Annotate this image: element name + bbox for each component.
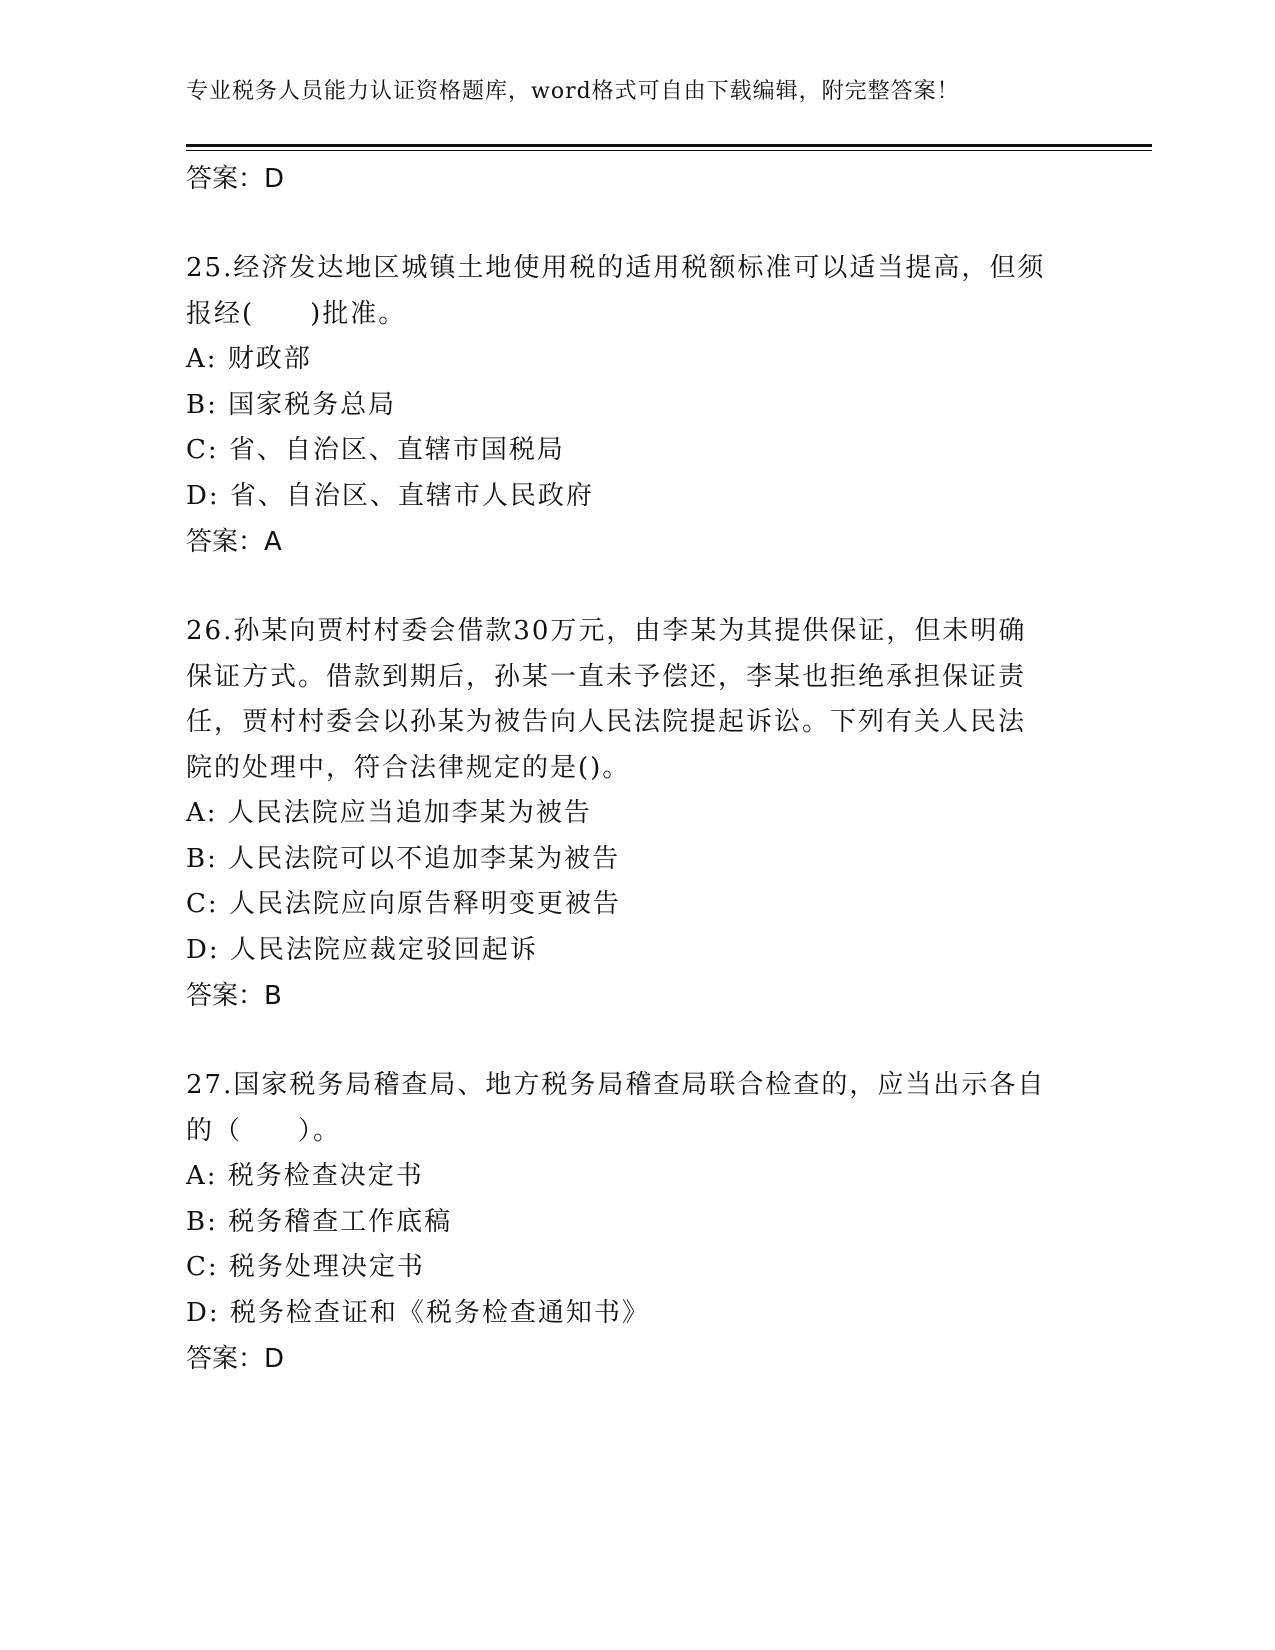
header-rule-thick [186,144,1152,147]
stem-line: 25.经济发达地区城镇土地使用税的适用税额标准可以适当提高，但须 [186,253,1046,283]
option-c: C: 税务处理决定书 [186,1252,425,1282]
option-b: B: 国家税务总局 [186,389,397,420]
question-stem [186,609,1086,791]
option-c: C: 人民法院应向原告释明变更被告 [186,889,621,919]
stem-line: 报经( )批准。 [186,298,407,329]
question-27 [186,1063,1086,1382]
answer-label: 答案：D [186,164,285,194]
answer-label: 答案：B [186,981,282,1011]
answer-label: 答案：D [186,1344,285,1374]
option-d: D: 人民法院应裁定驳回起诉 [186,934,538,965]
option-c: C: 省、自治区、直辖市国税局 [186,435,565,465]
option-a: A: 税务检查决定书 [186,1161,424,1191]
option-b: B: 人民法院可以不追加李某为被告 [186,843,621,874]
option-d: D: 省、自治区、直辖市人民政府 [186,480,594,511]
header-rule-thin [186,150,1152,151]
stem-line: 的（ ）。 [186,1115,342,1146]
option-a: A: 人民法院应当追加李某为被告 [186,798,592,828]
stem-line: 院的处理中，符合法律规定的是()。 [186,752,631,783]
question-stem [186,246,1086,337]
question-stem [186,1063,1086,1154]
question-list [186,156,1086,1382]
option-a: A: 财政部 [186,344,312,374]
page-header: 专业税务人员能力认证资格题库，word格式可自由下载编辑，附完整答案！ [186,79,960,104]
stem-line: 26.孙某向贾村村委会借款30万元，由李某为其提供保证，但未明确 [186,616,1027,646]
question-25 [186,246,1086,565]
stem-line: 27.国家税务局稽查局、地方税务局稽查局联合检查的，应当出示各自 [186,1070,1046,1100]
answer-label: 答案：A [186,527,282,557]
stem-line: 任，贾村村委会以孙某为被告向人民法院提起诉讼。下列有关人民法 [186,707,1027,737]
option-b: B: 税务稽查工作底稿 [186,1206,453,1237]
stem-line: 保证方式。借款到期后，孙某一直未予偿还，李某也拒绝承担保证责 [186,661,1027,692]
option-d: D: 税务检查证和《税务检查通知书》 [186,1297,650,1328]
question-26 [186,609,1086,1019]
